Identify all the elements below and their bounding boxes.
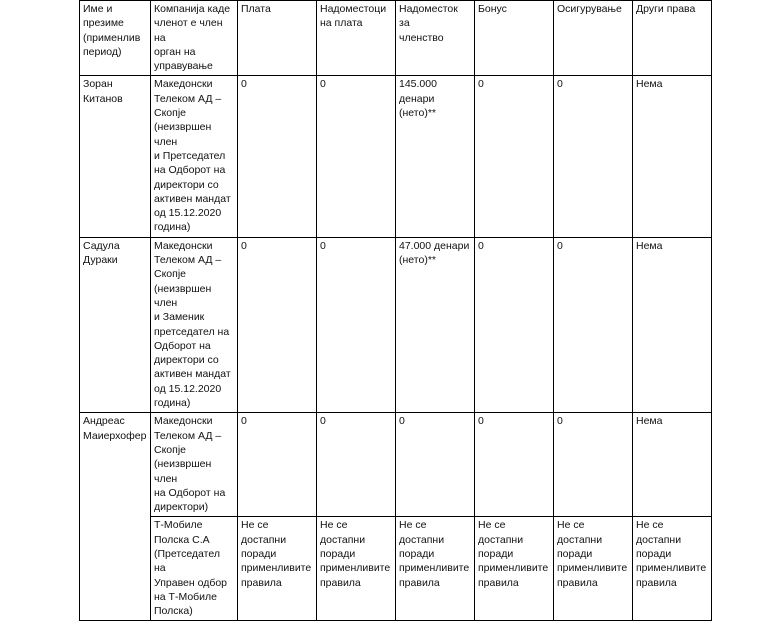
table-row <box>80 517 712 621</box>
table-row <box>80 76 712 237</box>
cell-salary-compensation: 0 <box>317 237 396 413</box>
header-salary-compensation: Надоместоци на плата <box>317 1 396 76</box>
cell-other-rights: Нема <box>633 237 712 413</box>
cell-insurance: 0 <box>554 76 633 237</box>
cell-bonus: 0 <box>475 76 554 237</box>
header-membership-fee: Надоместок за членство <box>396 1 475 76</box>
header-other-rights: Други права <box>633 1 712 76</box>
cell-salary: Не се достапни поради применливите правила <box>238 517 317 621</box>
table-row <box>80 413 712 517</box>
header-bonus: Бонус <box>475 1 554 76</box>
cell-company: Македонски Телеком АД – Скопје (неизвршен член и Заменик претседател на Одборот на директори со активен мандат од 15.12.2020 година) <box>151 237 238 413</box>
cell-company: Македонски Телеком АД – Скопје (неизвршен член на Одборот на директори) <box>151 413 238 517</box>
cell-insurance: 0 <box>554 237 633 413</box>
cell-insurance: Не се достапни поради применливите правила <box>554 517 633 621</box>
cell-membership-fee: 145.000 денари (нето)** <box>396 76 475 237</box>
header-company: Компанија каде членот е член на орган на управување <box>151 1 238 76</box>
cell-bonus: 0 <box>475 237 554 413</box>
cell-salary-compensation: Не се достапни поради применливите правила <box>317 517 396 621</box>
cell-membership-fee: Не се достапни поради применливите правила <box>396 517 475 621</box>
cell-name: Зоран Китанов <box>80 76 151 237</box>
header-name: Име и презиме (применлив период) <box>80 1 151 76</box>
cell-other-rights: Нема <box>633 413 712 517</box>
cell-name: Садула Дураки <box>80 237 151 413</box>
header-insurance: Осигурување <box>554 1 633 76</box>
cell-salary: 0 <box>238 413 317 517</box>
remuneration-table <box>79 0 712 621</box>
cell-bonus: Не се достапни поради применливите правила <box>475 517 554 621</box>
cell-bonus: 0 <box>475 413 554 517</box>
cell-other-rights: Нема <box>633 76 712 237</box>
cell-company: Т-Мобиле Полска С.А (Претседател на Управен одбор на Т-Мобиле Полска) <box>151 517 238 621</box>
cell-salary: 0 <box>238 76 317 237</box>
cell-insurance: 0 <box>554 413 633 517</box>
cell-company: Македонски Телеком АД – Скопје (неизвршен член и Претседател на Одборот на директори со активен мандат од 15.12.2020 година) <box>151 76 238 237</box>
table-row <box>80 237 712 413</box>
table-header-row <box>80 1 712 76</box>
cell-name: Андреас Маиерхофер <box>80 413 151 621</box>
cell-membership-fee: 0 <box>396 413 475 517</box>
cell-other-rights: Не се достапни поради применливите правила <box>633 517 712 621</box>
cell-salary-compensation: 0 <box>317 76 396 237</box>
cell-salary: 0 <box>238 237 317 413</box>
cell-membership-fee: 47.000 денари (нето)** <box>396 237 475 413</box>
header-salary: Плата <box>238 1 317 76</box>
cell-salary-compensation: 0 <box>317 413 396 517</box>
